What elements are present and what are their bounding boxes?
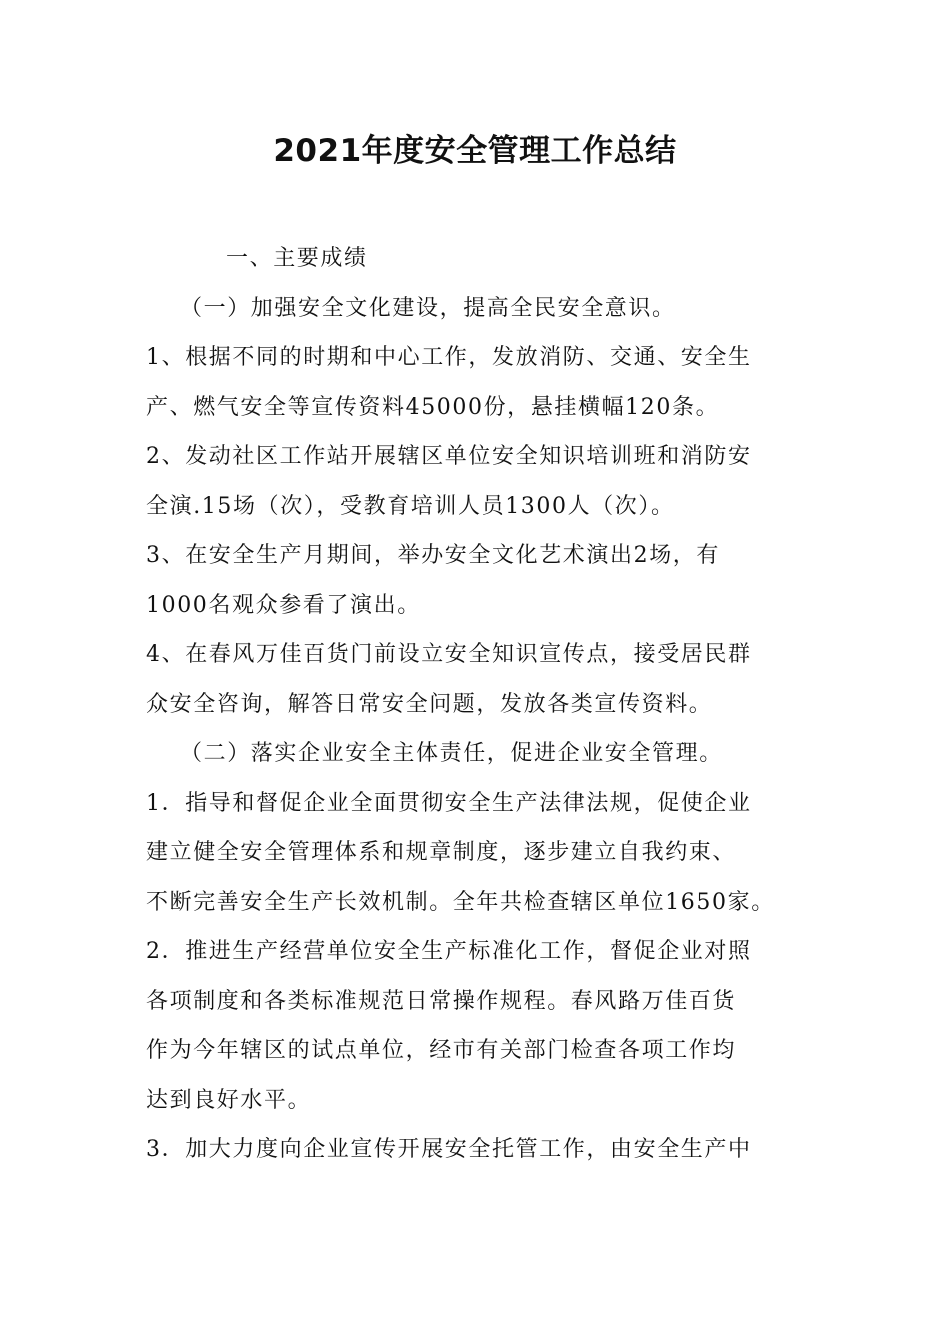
paragraph-line: 3．加大力度向企业宣传开展安全托管工作，由安全生产中 — [146, 1137, 752, 1162]
subsection-heading-enterprise-responsibility: （二）落实企业安全主体责任，促进企业安全管理。 — [180, 741, 723, 766]
section-heading-main-achievements: 一、主要成绩 — [226, 246, 368, 271]
paragraph-line: 2．推进生产经营单位安全生产标准化工作，督促企业对照 — [146, 939, 752, 964]
paragraph-line: 3、在安全生产月期间，举办安全文化艺术演出2场，有 — [146, 543, 720, 568]
paragraph-line: 众安全咨询，解答日常安全问题，发放各类宣传资料。 — [146, 691, 713, 717]
document-body — [146, 234, 808, 1175]
paragraph-line: 1．指导和督促企业全面贯彻安全生产法律法规，促使企业 — [146, 790, 752, 816]
paragraph-line: 1、根据不同的时期和中心工作，发放消防、交通、安全生 — [146, 345, 752, 370]
paragraph-line: 全演.15场（次），受教育培训人员1300人（次）。 — [146, 493, 675, 519]
paragraph-line: 2、发动社区工作站开展辖区单位安全知识培训班和消防安 — [146, 444, 752, 469]
paragraph-line: 4、在春风万佳百货门前设立安全知识宣传点，接受居民群 — [146, 642, 752, 667]
paragraph-line: 不断完善安全生产长效机制。全年共检查辖区单位1650家。 — [146, 889, 775, 915]
paragraph-line: 达到良好水平。 — [146, 1087, 312, 1113]
paragraph-line: 各项制度和各类标准规范日常操作规程。春风路万佳百货 — [146, 988, 737, 1014]
document-title: 2021年度安全管理工作总结 — [273, 133, 677, 169]
subsection-heading-safety-culture: （一）加强安全文化建设，提高全民安全意识。 — [180, 295, 676, 321]
paragraph-line: 建立健全安全管理体系和规章制度，逐步建立自我约束、 — [146, 840, 737, 865]
paragraph-line: 作为今年辖区的试点单位，经市有关部门检查各项工作均 — [146, 1038, 737, 1063]
paragraph-line: 1000名观众参看了演出。 — [146, 592, 421, 618]
paragraph-line: 产、燃气安全等宣传资料45000份，悬挂横幅120条。 — [146, 394, 720, 420]
